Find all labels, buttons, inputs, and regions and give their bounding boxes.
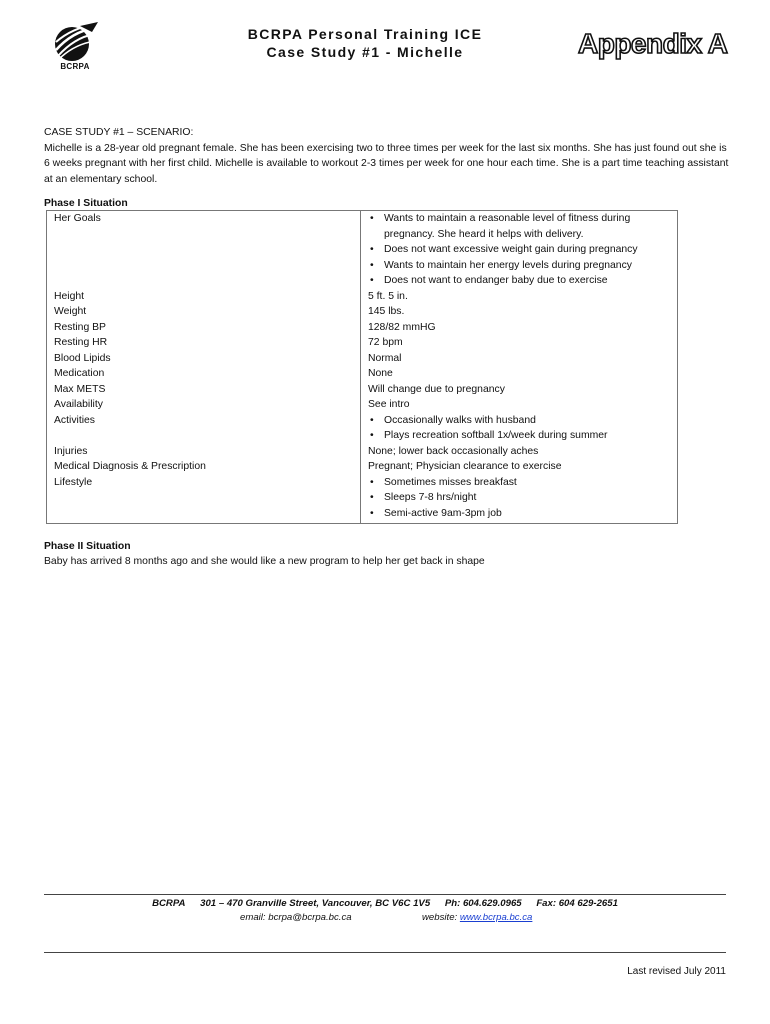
footer-phone: Ph: 604.629.0965 (444, 898, 522, 909)
lifestyle-list (368, 475, 671, 522)
table-row (47, 211, 678, 289)
row-value: 128/82 mmHG (368, 321, 436, 333)
list-item: • Wants to maintain a reasonable level of fitness during pregnancy. She heard it helps with delivery. (368, 211, 671, 242)
activities-list (368, 413, 671, 444)
injuries-label: Injuries (47, 444, 361, 460)
footer-address: 301 – 470 Granville Street, Vancouver, BC V6C 1V5 (200, 898, 431, 909)
phase1-table (46, 210, 678, 524)
document-subtitle: Case Study #1 - Michelle (266, 44, 464, 60)
row-value: 145 lbs. (368, 306, 405, 317)
table-row (47, 289, 678, 305)
footer-website-label: website: (422, 912, 458, 923)
table-row (47, 397, 678, 413)
phase2-title: Phase II Situation (44, 541, 131, 552)
list-item: • Does not want excessive weight gain during pregnancy (368, 242, 671, 258)
table-row (47, 382, 678, 398)
row-value: Normal (368, 352, 402, 364)
diagnosis-value: Pregnant; Physician clearance to exercise (368, 461, 562, 472)
table-row (47, 335, 678, 351)
goals-list (368, 211, 671, 289)
row-label: Height (47, 289, 361, 305)
table-row (47, 320, 678, 336)
goals-label: Her Goals (47, 211, 361, 289)
list-item: • Plays recreation softball 1x/week during summer (368, 428, 671, 444)
footer-address-line (44, 898, 726, 909)
phase2-body: Baby has arrived 8 months ago and she would like a new program to help her get back in shape (44, 556, 485, 567)
row-value: 72 bpm (368, 337, 403, 348)
row-label: Blood Lipids (47, 351, 361, 367)
logo-text: BCRPA (60, 62, 90, 71)
table-row (47, 459, 678, 475)
footer-email: email: bcrpa@bcrpa.bc.ca (240, 912, 352, 923)
last-revised: Last revised July 2011 (627, 966, 726, 977)
document-title: BCRPA Personal Training ICE (247, 26, 483, 42)
scenario-heading: CASE STUDY #1 – SCENARIO: (44, 127, 194, 138)
footer-divider (44, 952, 726, 953)
footer-website (422, 912, 532, 923)
row-value: Will change due to pregnancy (368, 383, 505, 395)
footer-website-link[interactable]: www.bcrpa.bc.ca (459, 912, 533, 923)
table-row (47, 304, 678, 320)
list-item: • Sleeps 7-8 hrs/night (368, 490, 671, 506)
activities-cell (361, 413, 678, 444)
list-item: • Semi-active 9am-3pm job (368, 506, 671, 522)
list-item: • Occasionally walks with husband (368, 413, 671, 429)
list-item: • Does not want to endanger baby due to exercise (368, 273, 671, 289)
phase1-title: Phase I Situation (44, 198, 128, 209)
table-row (47, 413, 678, 444)
row-label: Resting HR (47, 335, 361, 351)
goals-cell (361, 211, 678, 289)
injuries-value: None; lower back occasionally aches (368, 445, 539, 457)
lifestyle-label: Lifestyle (47, 475, 361, 524)
lifestyle-cell (361, 475, 678, 524)
row-label: Medication (47, 366, 361, 382)
row-label: Max METS (47, 382, 361, 398)
footer-fax: Fax: 604 629-2651 (536, 898, 618, 909)
row-value: None (368, 368, 393, 379)
list-item: • Sometimes misses breakfast (368, 475, 671, 491)
table-row (47, 444, 678, 460)
footer-divider (44, 894, 726, 895)
row-label: Weight (47, 304, 361, 320)
scenario-body: Michelle is a 28-year old pregnant female. She has been exercising two to three times per week for the last six months. She has just found out she is 6 weeks pregnant with her first child. Michelle is available to workout 2-3 times per week for one hour each time. She is a part time teaching assistant at an elementary school. (44, 142, 729, 185)
row-value: See intro (368, 399, 410, 410)
table-row (47, 351, 678, 367)
activities-label: Activities (47, 413, 361, 444)
row-label: Resting BP (47, 320, 361, 336)
footer-org: BCRPA (152, 898, 186, 909)
table-row (47, 475, 678, 524)
table-row (47, 366, 678, 382)
diagnosis-label: Medical Diagnosis & Prescription (47, 459, 361, 475)
scenario-section (44, 125, 732, 187)
appendix-label: Appendix A (578, 28, 728, 59)
row-value: 5 ft. 5 in. (368, 290, 408, 302)
list-item: • Wants to maintain her energy levels during pregnancy (368, 258, 671, 274)
row-label: Availability (47, 397, 361, 413)
